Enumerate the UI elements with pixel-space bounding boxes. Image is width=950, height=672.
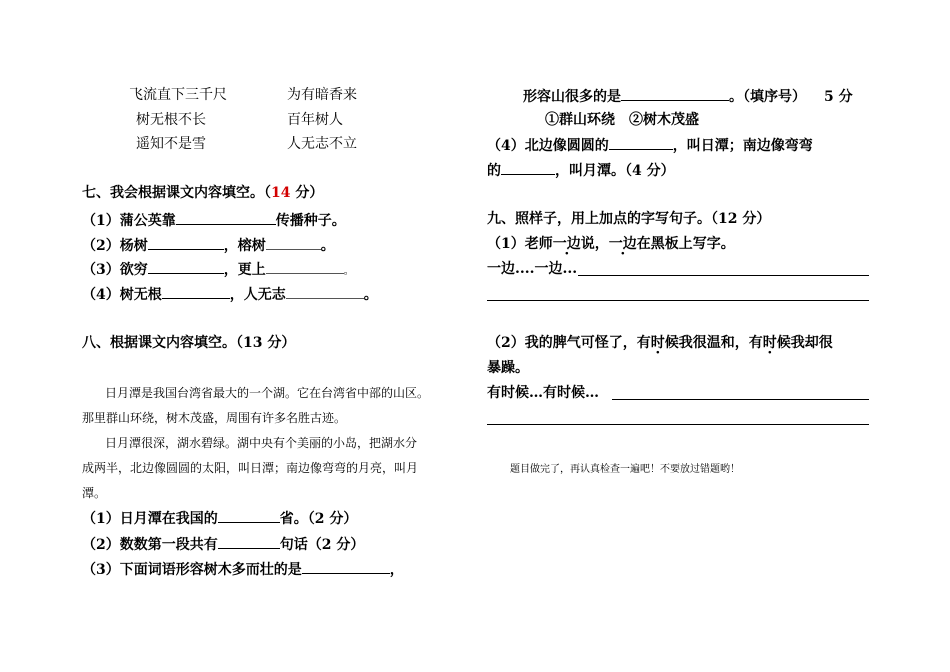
answer-blank[interactable] <box>266 259 344 274</box>
section7-q4: （4）树无根 ，人无志 。 <box>82 284 378 304</box>
passage-line-4: 成两半，北边像圆圆的太阳，叫日潭；南边像弯弯的月亮，叫月 <box>82 461 419 475</box>
passage-line-5: 潭。 <box>82 486 107 500</box>
poem-right-2: 百年树人 <box>287 112 343 128</box>
section7-q1: （1）蒲公英靠 传播种子。 <box>82 210 346 230</box>
dotted-word: 一边 <box>608 236 637 252</box>
answer-blank[interactable] <box>148 235 224 250</box>
section7-score: 14 <box>271 185 291 201</box>
answer-blank[interactable] <box>148 259 224 274</box>
answer-blank[interactable] <box>286 284 364 299</box>
section9-title: 九、照样子，用上加点的字写句子。（12 分） <box>487 211 771 227</box>
section9-prompt-2: 有时候…有时候… <box>487 385 599 401</box>
writing-line[interactable] <box>487 424 869 425</box>
poem-right-1: 为有暗香来 <box>287 87 357 103</box>
dotted-word: 一边 <box>552 236 581 252</box>
answer-blank[interactable] <box>302 559 390 574</box>
poem-left-3: 遥知不是雪 <box>136 136 206 152</box>
section8-q4: （4）北边像圆圆的 ，叫日潭；南边像弯弯 <box>487 135 813 155</box>
answer-blank[interactable] <box>162 284 230 299</box>
section8-q1: （1）日月潭在我国的 省。（2 分） <box>82 508 357 528</box>
section8-q2: （2）数数第一段共有 句话（2 分） <box>82 534 364 554</box>
answer-blank[interactable] <box>218 534 280 549</box>
section8-q3-options: ①群山环绕 ②树木茂盛 <box>545 112 699 128</box>
footer-note: 题目做完了，再认真检查一遍吧！不要放过错题哟！ <box>510 464 740 475</box>
section9-example-2-cont: 暴躁。 <box>487 360 529 376</box>
passage-line-3: 日月潭很深，湖水碧绿。湖中央有个美丽的小岛，把湖水分 <box>105 436 418 450</box>
section7-title: 七、我会根据课文内容填空。（14 分） <box>82 185 324 201</box>
answer-blank[interactable] <box>501 160 555 175</box>
section8-q4-cont: 的 ，叫月潭。（4 分） <box>487 160 675 180</box>
passage-line-1: 日月潭是我国台湾省最大的一个湖。它在台湾省中部的山区。 <box>105 386 430 400</box>
section7-q3: （3）欲穷 ，更上 。 <box>82 259 354 281</box>
passage-line-2: 那里群山环绕，树木茂盛，周围有许多名胜古迹。 <box>82 411 347 425</box>
writing-line[interactable] <box>612 399 869 400</box>
answer-blank[interactable] <box>218 508 280 523</box>
poem-right-3: 人无志不立 <box>287 136 357 152</box>
answer-blank[interactable] <box>176 210 276 225</box>
writing-line[interactable] <box>578 275 869 276</box>
answer-blank[interactable] <box>266 235 321 250</box>
answer-blank[interactable] <box>609 135 673 150</box>
dotted-word: 有时候 <box>636 335 679 351</box>
section9-example-2: （2）我的脾气可怪了，有时候我很温和，有时候我却很 <box>487 335 833 351</box>
section9-prompt-1: 一边....一边... <box>487 261 578 277</box>
answer-blank[interactable] <box>621 86 729 101</box>
section8-title: 八、根据课文内容填空。（13 分） <box>82 335 296 351</box>
writing-line[interactable] <box>487 300 869 301</box>
section8-q3: （3）下面词语形容树木多而壮的是 ， <box>82 559 404 579</box>
poem-left-1: 飞流直下三千尺 <box>129 87 227 103</box>
section9-example-1: （1）老师一边说，一边在黑板上写字。 <box>487 236 735 252</box>
poem-left-2: 树无根不长 <box>136 112 206 128</box>
section7-q2: （2）杨树 ，榕树 。 <box>82 235 335 255</box>
section8-q3-cont: 形容山很多的是 。（填序号） 5 分 <box>523 86 853 106</box>
dotted-word: 有时候 <box>748 335 791 351</box>
